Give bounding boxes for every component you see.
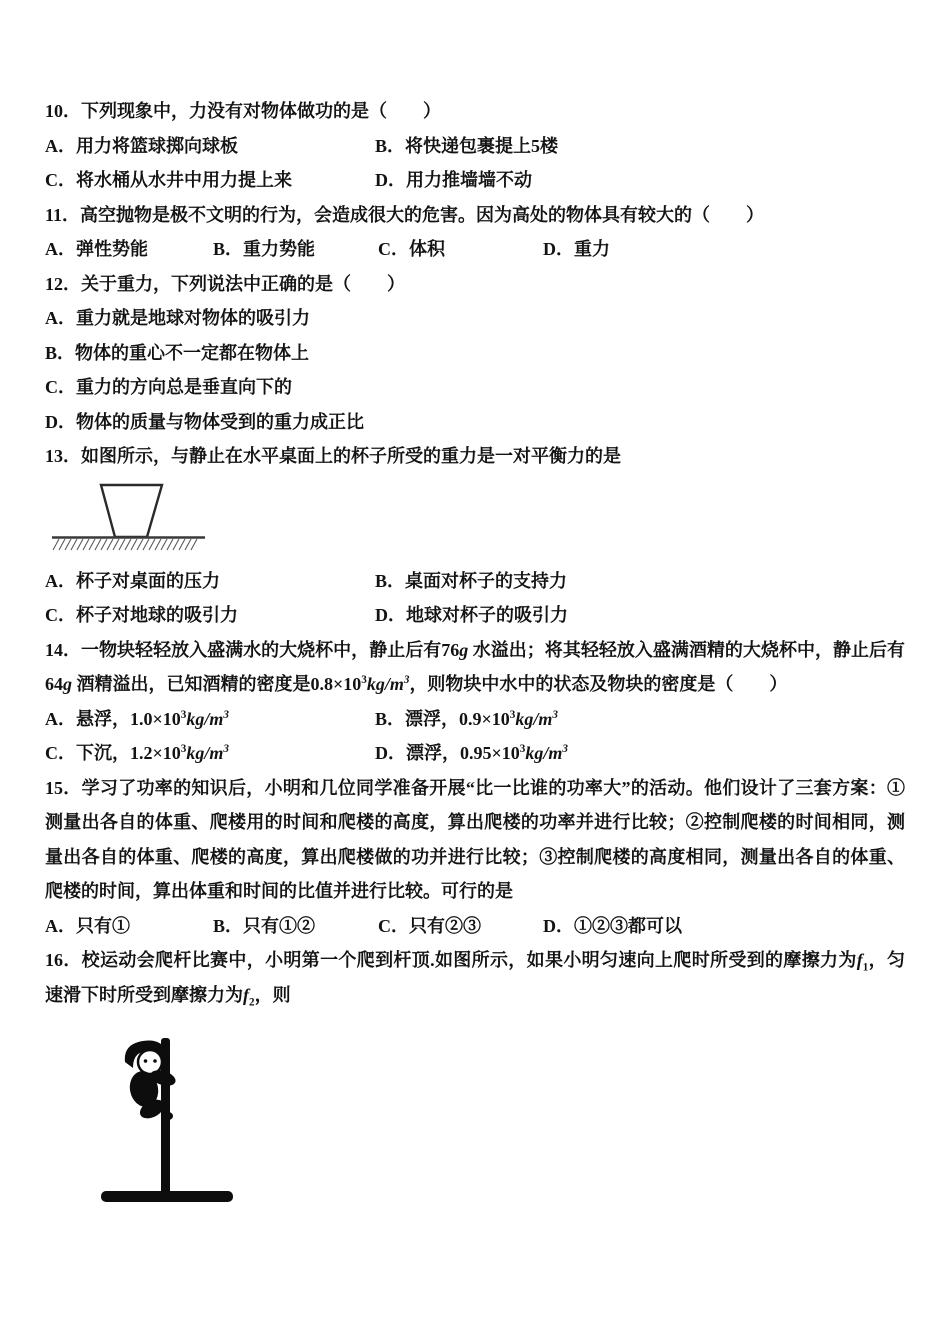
question-16 [45,943,905,1206]
question-12-option-b: B．物体的重心不一定都在物体上 [45,342,310,363]
question-15-option-b: B．只有①② [213,915,316,936]
question-13-option-a: A．杯子对桌面的压力 [45,570,220,591]
question-12-option-d: D．物体的质量与物体受到的重力成正比 [45,411,364,432]
cup-outline [101,485,162,537]
question-12-stem: 12．关于重力，下列说法中正确的是（ ） [45,273,405,294]
question-15-option-a: A．只有① [45,915,130,936]
question-13-options [45,564,905,633]
question-15 [45,771,905,944]
pole-climbing-figure [97,1036,905,1206]
question-15-option-c: C．只有②③ [378,915,481,936]
question-10-option-b: B．将快递包裹提上5楼 [375,135,559,156]
question-14-options [45,702,905,771]
cup-figure-drawing [48,480,208,554]
question-12-options [45,301,905,439]
question-15-stem: 15．学习了功率的知识后，小明和几位同学准备开展“比一比谁的功率大”的活动。他们设计了三套方案：①测量出各自的体重、爬楼用的时间和爬楼的高度，算出爬楼的功率并进行比较；②控制爬楼的时间相同，测量出各自的体重、爬楼的高度，算出爬楼做的功并进行比较；③控制爬楼的高度相同，测量出各自的体重、爬楼的时间，算出体重和时间的比值并进行比较。可行的是 [45,777,905,901]
question-14-option-d: D．漂浮，$0.95\times 10^3kg/m^3$ [375,743,568,763]
question-12 [45,267,905,440]
question-14-option-a: A．悬浮，$1.0\times 10^3kg/m^3$ [45,708,229,729]
pole-base [101,1191,233,1202]
question-10-option-c: C．将水桶从水井中用力提上来 [45,170,292,190]
question-14-stem: 14．一物块轻轻放入盛满水的大烧杯中，静止后有76g 水溢出；将其轻轻放入盛满酒精的大烧杯中，静止后有64g 酒精溢出，已知酒精的密度是$0.8\times 10^3kg/m^3$，则物块中水中的状态及物块的密度是（ ） [45,639,906,694]
question-14 [45,633,905,771]
question-14-option-b: B．漂浮，$0.9\times 10^3kg/m^3$ [375,708,558,729]
question-15-options [45,909,905,944]
question-11-option-d: D．重力 [543,239,610,259]
question-12-option-c: C．重力的方向总是垂直向下的 [45,377,292,397]
question-16-stem: 16．校运动会爬杆比赛中，小明第一个爬到杆顶.如图所示，如果小明匀速向上爬时所受到的摩擦力为$f_1$，匀速滑下时所受到摩擦力为$f_2$，则 [45,950,906,1009]
question-10 [45,94,905,198]
question-13-option-c: C．杯子对地球的吸引力 [45,605,238,625]
question-11-option-a: A．弹性势能 [45,239,148,259]
table-hatching [53,539,197,550]
question-11-option-b: B．重力势能 [213,239,316,259]
question-11-stem: 11．高空抛物是极不文明的行为，会造成很大的危害。因为高处的物体具有较大的（ ） [45,204,765,225]
question-13-option-b: B．桌面对杯子的支持力 [375,570,568,591]
question-13-stem: 13．如图所示，与静止在水平桌面上的杯子所受的重力是一对平衡力的是 [45,446,621,466]
question-10-stem: 10．下列现象中，力没有对物体做功的是（ ） [45,101,441,121]
pole-climber-drawing [97,1036,237,1206]
question-10-option-d: D．用力推墙墙不动 [375,170,532,190]
question-12-option-a: A．重力就是地球对物体的吸引力 [45,308,310,328]
question-11-option-c: C．体积 [378,239,445,259]
question-14-option-c: C．下沉，$1.2\times 10^3kg/m^3$ [45,743,229,763]
question-13-option-d: D．地球对杯子的吸引力 [375,605,568,625]
cup-on-table-figure [48,480,905,554]
question-13 [45,439,905,633]
exam-page [45,94,905,1206]
question-11 [45,198,905,267]
question-10-options [45,129,905,198]
question-15-option-d: D．①②③都可以 [543,915,682,936]
question-11-options [45,232,905,267]
question-10-option-a: A．用力将篮球掷向球板 [45,135,238,156]
